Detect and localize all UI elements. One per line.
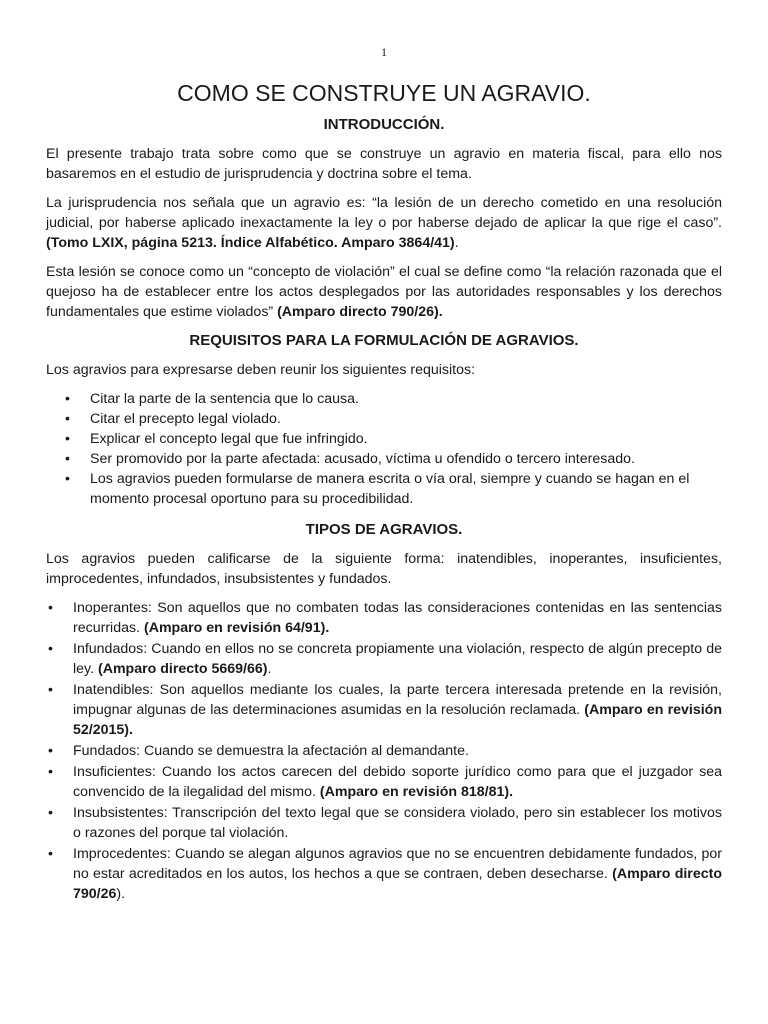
list-item-text: Ser promovido por la parte afectada: acusado, víctima u ofendido o tercero interesado.: [90, 451, 635, 467]
bullet-icon: •: [65, 391, 70, 407]
citation: (Amparo directo 5669/66): [97, 661, 268, 677]
bullet-icon: •: [48, 805, 53, 821]
list-item: [46, 389, 722, 409]
list-item-text: Citar el precepto legal violado.: [90, 411, 281, 427]
bullet-icon: •: [65, 451, 70, 467]
section-heading-tipos: TIPOS DE AGRAVIOS.: [305, 521, 463, 538]
citation: (Amparo directo 790/26: [73, 866, 722, 902]
list-item-text: Inatendibles: Son aquellos mediante los cuales, la parte tercera interesada pretende en la revisión, impugnar algunas de las determinaciones asumidas en la resolución reclamada.: [73, 682, 722, 718]
list-item: [46, 844, 722, 904]
bullet-icon: •: [48, 641, 53, 657]
list-item: [46, 429, 722, 449]
bullet-icon: •: [48, 743, 53, 759]
list-item: [46, 639, 722, 679]
citation: (Amparo en revisión 818/81).: [319, 784, 514, 800]
list-item-text: Inoperantes: Son aquellos que no combaten todas las consideraciones contenidas en las sentencias recurridas.: [73, 600, 722, 636]
citation: (Amparo en revisión 52/2015).: [73, 702, 722, 738]
bullet-icon: •: [65, 471, 70, 487]
list-item: [46, 449, 722, 469]
list-item: [46, 803, 722, 843]
list-item: [46, 762, 722, 802]
bullet-icon: •: [65, 431, 70, 447]
bullet-icon: •: [48, 764, 53, 780]
list-item-text: Los agravios pueden formularse de manera escrita o vía oral, siempre y cuando se hagan en el momento procesal oportuno para su procedibilidad.: [90, 471, 690, 507]
list-item-text: Improcedentes: Cuando se alegan algunos agravios que no se encuentren debidamente fundados, por no estar acreditados en los autos, los hechos a que se contraen, deben desecharse.: [73, 846, 722, 882]
list-item-end: ).: [116, 886, 126, 902]
page-number: 1: [381, 45, 387, 59]
list-item: [46, 469, 722, 509]
list-item: [46, 741, 722, 761]
requisitos-intro: Los agravios para expresarse deben reunir los siguientes requisitos:: [46, 362, 476, 378]
list-item-text: Insubsistentes: Transcripción del texto legal que se considera violado, pero sin establecer los motivos o razones del porque tal violación.: [73, 805, 722, 841]
list-item-text: Citar la parte de la sentencia que lo causa.: [90, 391, 359, 407]
list-item-text: Infundados: Cuando en ellos no se concreta propiamente una violación, respecto de algún precepto de ley.: [73, 641, 722, 677]
bullet-icon: •: [48, 846, 53, 862]
citation: (Tomo LXIX, página 5213. Índice Alfabético. Amparo 3864/41): [46, 235, 455, 251]
section-heading-introduccion: INTRODUCCIÓN.: [323, 116, 445, 133]
intro-paragraph-2: [46, 193, 722, 253]
section-heading-requisitos: REQUISITOS PARA LA FORMULACIÓN DE AGRAVIOS.: [189, 332, 579, 349]
paragraph-text: Esta lesión se conoce como un “concepto de violación” el cual se define como “la relación razonada que el quejoso ha de establecer entre los actos desplegados por las autoridades responsables y los derechos fundamentales que estime violados”: [46, 264, 722, 320]
paragraph-text: La jurisprudencia nos señala que un agravio es: “la lesión de un derecho cometido en una resolución judicial, por haberse aplicado inexactamente la ley o por haberse dejado de aplicar la que rige el caso”.: [46, 195, 722, 231]
list-item-text: Insuficientes: Cuando los actos carecen del debido soporte jurídico como para que el juzgador sea convencido de la ilegalidad del mismo.: [73, 764, 722, 800]
list-item: [46, 409, 722, 429]
tipos-list: [46, 598, 722, 904]
list-item-text: Explicar el concepto legal que fue infringido.: [90, 431, 368, 447]
citation: (Amparo en revisión 64/91).: [143, 620, 330, 636]
list-item: [46, 680, 722, 740]
document-title: COMO SE CONSTRUYE UN AGRAVIO.: [177, 80, 591, 106]
intro-paragraph-3: [46, 262, 722, 322]
tipos-intro: Los agravios pueden calificarse de la siguiente forma: inatendibles, inoperantes, insuficientes, improcedentes, infundados, insubsistentes y fundados.: [46, 551, 722, 587]
citation: (Amparo directo 790/26).: [277, 304, 443, 320]
list-item-text: Fundados: Cuando se demuestra la afectación al demandante.: [73, 743, 469, 759]
requisitos-list: [46, 389, 722, 509]
bullet-icon: •: [48, 682, 53, 698]
bullet-icon: •: [48, 600, 53, 616]
list-item: [46, 598, 722, 638]
bullet-icon: •: [65, 411, 70, 427]
paragraph-end: .: [454, 235, 459, 251]
intro-paragraph-1: El presente trabajo trata sobre como que se construye un agravio en materia fiscal, para ello nos basaremos en el estudio de jurisprudencia y doctrina sobre el tema.: [46, 146, 722, 182]
list-item-end: .: [267, 661, 272, 677]
